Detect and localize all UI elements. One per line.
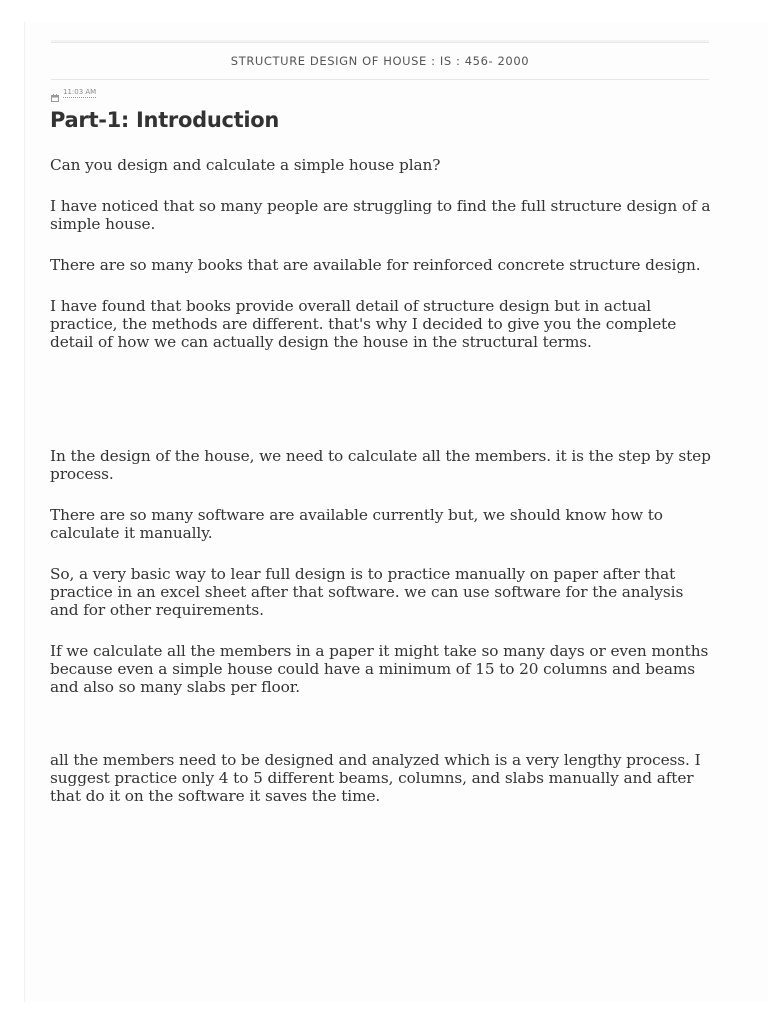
paragraph: There are so many books that are available for reinforced concrete structure design. [50, 256, 701, 274]
post-body [50, 156, 712, 805]
calendar-icon [51, 89, 59, 97]
paragraph: all the members need to be designed and analyzed which is a very lengthy process. I suggest practice only 4 to 5 different beams, columns, and slabs manually and after that do it on the software it saves the time. [50, 751, 701, 805]
site-header [51, 42, 709, 80]
paragraph: So, a very basic way to lear full design is to practice manually on paper after that practice in an excel sheet after that software. we can use software for the analysis and for other requirements. [50, 565, 684, 619]
paragraph: I have found that books provide overall detail of structure design but in actual practice, the methods are different. that's why I decided to give you the complete detail of how we can actually design the house in the structural terms. [50, 297, 677, 351]
page-container [24, 22, 768, 1002]
paragraph: I have noticed that so many people are struggling to find the full structure design of a simple house. [50, 197, 711, 233]
post-meta [51, 88, 96, 98]
paragraph: Can you design and calculate a simple house plan? [50, 156, 441, 174]
paragraph: There are so many software are available currently but, we should know how to calculate it manually. [50, 506, 663, 542]
paragraph: If we calculate all the members in a paper it might take so many days or even months because even a simple house could have a minimum of 15 to 20 columns and beams and also so many slabs per floor. [50, 642, 709, 696]
site-title-link[interactable]: STRUCTURE DESIGN OF HOUSE : IS : 456- 2000 [230, 54, 530, 68]
post-title: Part-1: Introduction [50, 108, 280, 132]
paragraph: In the design of the house, we need to calculate all the members. it is the step by step process. [50, 447, 711, 483]
post-timestamp: 11:03 AM [63, 88, 97, 96]
